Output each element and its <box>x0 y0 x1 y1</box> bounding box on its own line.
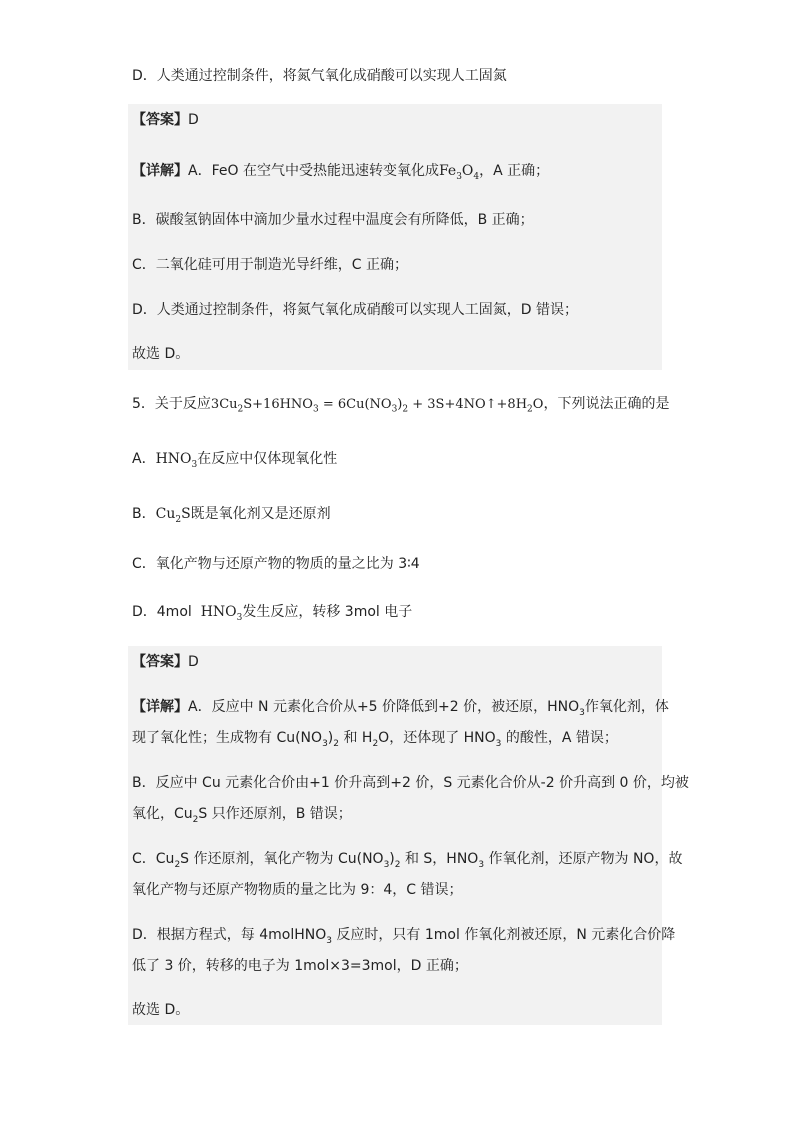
formula-fe3o4: $Fe_3O_4$ <box>438 163 480 182</box>
prev-detail-d: D．人类通过控制条件，将氮气氧化成硝酸可以实现人工固氮，D 错误； <box>132 302 579 318</box>
detail-label: 【详解】 <box>132 699 188 715</box>
prev-option-d: D．人类通过控制条件，将氮气氧化成硝酸可以实现人工固氮 <box>132 68 507 84</box>
answer-value: D <box>188 112 199 128</box>
question5-detail-d-1: D．根据方程式，每 4molHNO$_3$ 反应时，只有 1mol 作氧化剂被还原，N 元素化合价降 <box>132 927 676 946</box>
question5-detail-a-1: 【详解】A．反应中 N 元素化合价从+5 价降低到+2 价，被还原，$HNO_3$作氧化剂，体 <box>132 699 669 718</box>
detail-a-tail: ，A 正确； <box>479 163 550 179</box>
question5-detail-b-2: 氧化，$Cu_2S$ 只作还原剂，B 错误； <box>132 806 352 825</box>
answer-block-shade-1 <box>128 104 662 370</box>
question5-answer-line <box>132 652 199 672</box>
question5-stem: 5．关于反应$3Cu_2S+16HNO_3 = 6Cu(NO_3)_2$ + $3S+4NO↑+8H_2O$，下列说法正确的是 <box>132 396 670 415</box>
prev-detail-a <box>132 161 549 181</box>
question5-detail-c-1: C．$Cu_2S$ 作还原剂，氧化产物为 $Cu(NO_3)_2$ 和 S，$HNO_3$ 作氧化剂，还原产物为 NO，故 <box>132 851 683 870</box>
question5-option-d: D．4mol $HNO_3$发生反应，转移 3mol 电子 <box>132 604 413 623</box>
answer-label: 【答案】 <box>132 112 188 128</box>
question5-option-a: A．$HNO_3$在反应中仅体现氧化性 <box>132 451 338 470</box>
prev-conclusion: 故选 D。 <box>132 346 190 362</box>
detail-label: 【详解】 <box>132 163 188 179</box>
prev-detail-b: B．碳酸氢钠固体中滴加少量水过程中温度会有所降低，B 正确； <box>132 212 534 228</box>
question5-option-c: C．氧化产物与还原产物的物质的量之比为 3∶4 <box>132 556 420 572</box>
question5-conclusion: 故选 D。 <box>132 1002 190 1018</box>
detail-a-text: A．FeO 在空气中受热能迅速转变氧化成 <box>188 163 439 179</box>
question5-detail-a-2: 现了氧化性；生成物有 $Cu(NO_3)_2$ 和 $H_2O$，还体现了 $HNO_3$ 的酸性，A 错误； <box>132 730 618 749</box>
prev-detail-c: C．二氧化硅可用于制造光导纤维，C 正确； <box>132 257 408 273</box>
prev-answer-line <box>132 110 199 130</box>
answer-value: D <box>188 654 199 670</box>
reaction-equation: $3Cu_2S+16HNO_3 = 6Cu(NO_3)_2$ + $3S+4NO↑+8H_2O$ <box>210 397 544 415</box>
answer-label: 【答案】 <box>132 654 188 670</box>
question5-detail-c-2: 氧化产物与还原产物物质的量之比为 9：4，C 错误； <box>132 882 463 898</box>
question5-detail-d-2: 低了 3 价，转移的电子为 1mol×3=3mol，D 正确； <box>132 958 468 974</box>
question5-option-b: B．$Cu_2S$既是氧化剂又是还原剂 <box>132 506 331 525</box>
question5-detail-b-1: B．反应中 Cu 元素化合价由+1 价升高到+2 价，S 元素化合价从-2 价升高到 0 价，均被 <box>132 775 689 791</box>
